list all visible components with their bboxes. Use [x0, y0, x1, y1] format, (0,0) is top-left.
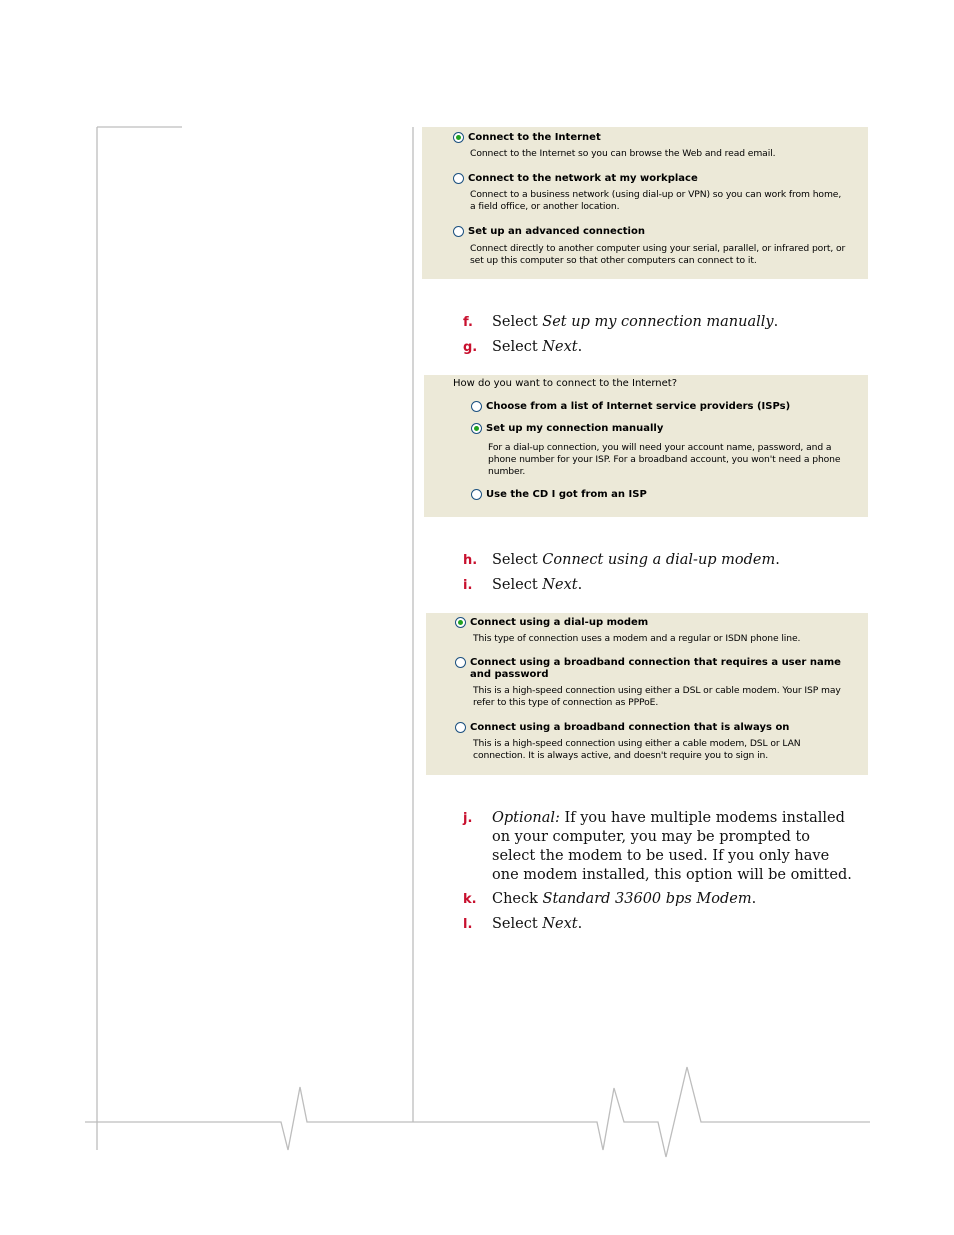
- option-desc: For a dial-up connection, you will need your account name, password, and a: [488, 442, 832, 453]
- option-desc: refer to this type of connection as PPPoE.: [473, 697, 659, 708]
- option-title: Use the CD I got from an ISP: [486, 489, 647, 500]
- option-desc: set up this computer so that other computers can connect to it.: [470, 255, 757, 266]
- step-label: i.: [463, 578, 473, 593]
- step-text: Select Set up my connection manually.: [492, 314, 779, 330]
- step-j: [463, 809, 863, 889]
- step-label: f.: [463, 315, 473, 330]
- option-title: Connect using a dial-up modem: [470, 617, 649, 628]
- radio-icon[interactable]: [453, 226, 464, 237]
- waveform-decoration: [85, 1067, 870, 1157]
- option-title: Connect using a broadband connection that is always on: [470, 722, 790, 733]
- step-label: h.: [463, 553, 478, 568]
- step-label: j.: [463, 811, 473, 826]
- option-desc: number.: [488, 466, 526, 477]
- step-label: g.: [463, 340, 478, 355]
- option-desc: Connect to the Internet so you can browse the Web and read email.: [470, 148, 776, 159]
- radio-icon[interactable]: [455, 657, 466, 668]
- step-text: Select Next.: [492, 339, 583, 355]
- option-desc: a field office, or another location.: [470, 201, 620, 212]
- question-text: How do you want to connect to the Internet?: [453, 378, 678, 389]
- option-title: Choose from a list of Internet service providers (ISPs): [486, 401, 791, 412]
- option-desc: phone number for your ISP. For a broadband account, you won't need a phone: [488, 454, 841, 465]
- radio-icon[interactable]: [453, 132, 464, 143]
- step-text: Select Next.: [492, 916, 583, 932]
- radio-icon[interactable]: [455, 722, 466, 733]
- option-title: Set up an advanced connection: [468, 226, 645, 237]
- screenshot-modem-type: [426, 613, 868, 775]
- option-desc: This is a high-speed connection using either a cable modem, DSL or LAN: [473, 738, 801, 749]
- option-desc: Connect to a business network (using dial-up or VPN) so you can work from home,: [470, 189, 842, 200]
- option-title: Connect using a broadband connection that requires a user name and password: [470, 657, 841, 680]
- step-text: Optional: If you have multiple modems installed on your computer, you may be prompted to select the modem to be used. If you only have one modem installed, this option will be omitted.: [492, 810, 852, 883]
- option-title: Connect to the Internet: [468, 132, 601, 143]
- radio-icon[interactable]: [453, 173, 464, 184]
- screenshot-connection-type: [422, 127, 868, 279]
- option-desc: This is a high-speed connection using either a DSL or cable modem. Your ISP may: [473, 685, 841, 696]
- radio-icon[interactable]: [471, 423, 482, 434]
- step-label: k.: [463, 892, 477, 907]
- step-label: l.: [463, 917, 473, 932]
- step-text: Select Connect using a dial-up modem.: [492, 552, 780, 568]
- option-desc: connection. It is always active, and doesn't require you to sign in.: [473, 750, 769, 761]
- option-desc: Connect directly to another computer using your serial, parallel, or infrared port, or: [470, 243, 846, 254]
- option-title: Set up my connection manually: [486, 423, 664, 434]
- step-text: Check Standard 33600 bps Modem.: [492, 891, 757, 907]
- step-text: Select Next.: [492, 577, 583, 593]
- option-title: Connect to the network at my workplace: [468, 173, 698, 184]
- screenshot-how-connect: [424, 375, 868, 517]
- radio-icon[interactable]: [471, 489, 482, 500]
- option-desc: This type of connection uses a modem and a regular or ISDN phone line.: [473, 633, 801, 644]
- radio-icon[interactable]: [471, 401, 482, 412]
- radio-icon[interactable]: [455, 617, 466, 628]
